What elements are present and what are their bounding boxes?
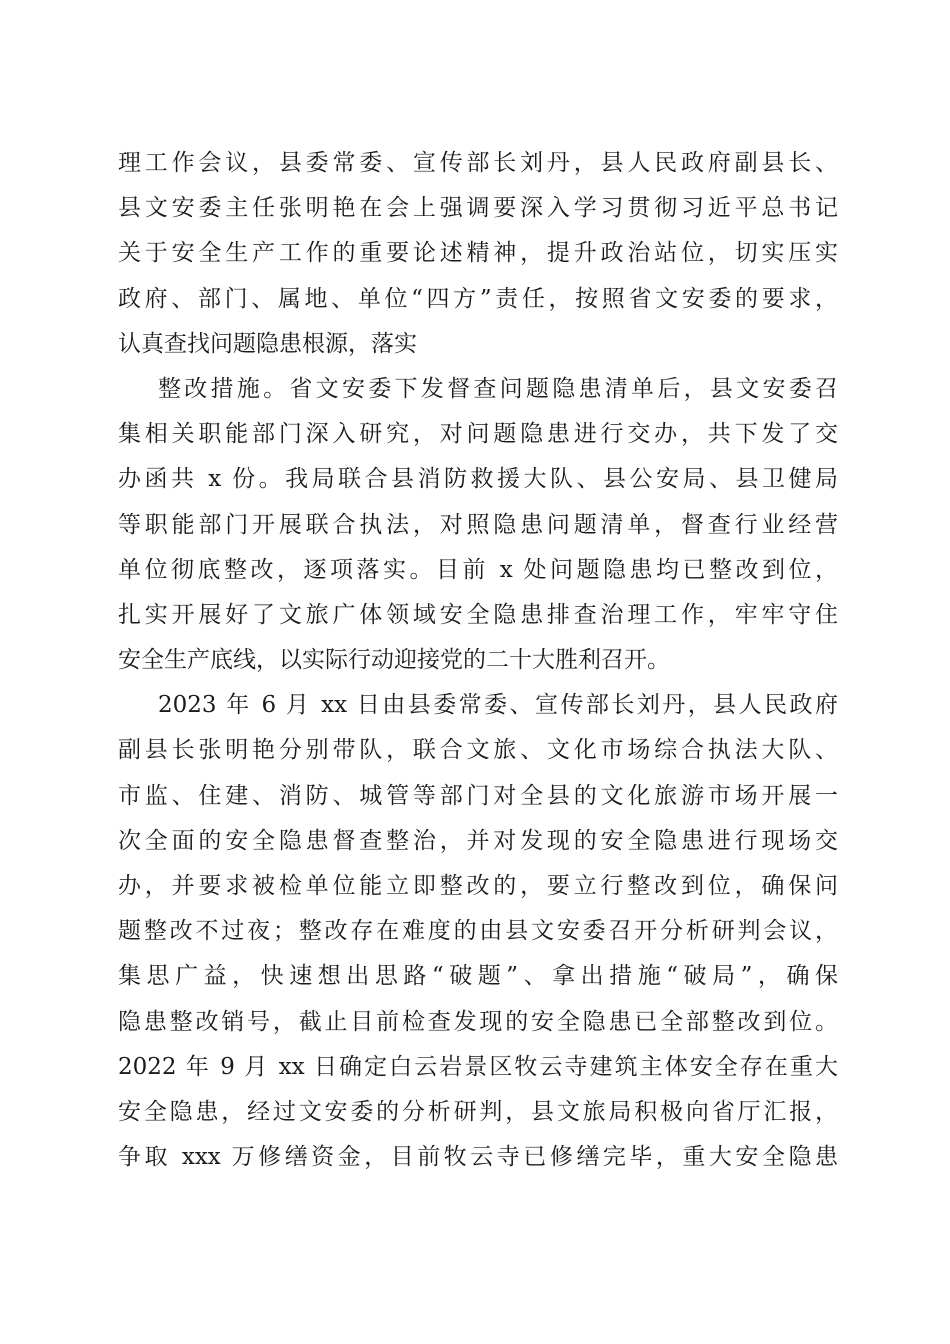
text-line: 关于安全生产工作的重要论述精神，提升政治站位，切实压实 [118,240,838,267]
text-line: 2023 年 6 月 xx 日由县委常委、宣传部长刘丹，县人民政府 [158,692,838,719]
text-line: 办函共 x 份。我局联合县消防救援大队、县公安局、县卫健局 [118,466,838,493]
text-line: 集相关职能部门深入研究，对问题隐患进行交办，共下发了交 [118,421,838,448]
text-line: 办，并要求被检单位能立即整改的，要立行整改到位，确保问 [118,873,838,899]
text-line: 县文安委主任张明艳在会上强调要深入学习贯彻习近平总书记 [118,195,838,222]
text-line: 副县长张明艳分别带队，联合文旅、文化市场综合执法大队、 [118,737,838,764]
text-line: 2022 年 9 月 xx 日确定白云岩景区牧云寺建筑主体安全存在重大 [118,1053,838,1080]
text-line: 理工作会议，县委常委、宣传部长刘丹，县人民政府副县长、 [118,150,838,176]
body-text [118,141,838,1180]
text-line: 等职能部门开展联合执法，对照隐患问题清单，督查行业经营 [118,511,838,538]
text-line: 政府、部门、属地、单位“四方”责任，按照省文安委的要求， [118,285,838,312]
text-line: 认真查找问题隐患根源，落实 [118,330,417,357]
text-line: 扎实开展好了文旅广体领域安全隐患排查治理工作，牢牢守住 [118,601,838,628]
text-line: 市监、住建、消防、城管等部门对全县的文化旅游市场开展一 [118,782,838,809]
text-line: 安全生产底线，以实际行动迎接党的二十大胜利召开。 [118,647,670,674]
text-line: 争取 xxx 万修缮资金，目前牧云寺已修缮完毕，重大安全隐患 [118,1144,838,1171]
text-line: 单位彻底整改，逐项落实。目前 x 处问题隐患均已整改到位， [118,556,838,583]
text-line: 次全面的安全隐患督查整治，并对发现的安全隐患进行现场交 [118,827,838,854]
text-line: 题整改不过夜；整改存在难度的由县文安委召开分析研判会议， [118,918,838,945]
text-line: 整改措施。省文安委下发督查问题隐患清单后，县文安委召 [158,375,838,402]
text-line: 集思广益，快速想出思路“破题”、拿出措施“破局”，确保 [118,963,838,990]
text-line: 隐患整改销号，截止目前检查发现的安全隐患已全部整改到位。 [118,1008,838,1035]
text-line: 安全隐患，经过文安委的分析研判，县文旅局积极向省厅汇报， [118,1098,838,1125]
